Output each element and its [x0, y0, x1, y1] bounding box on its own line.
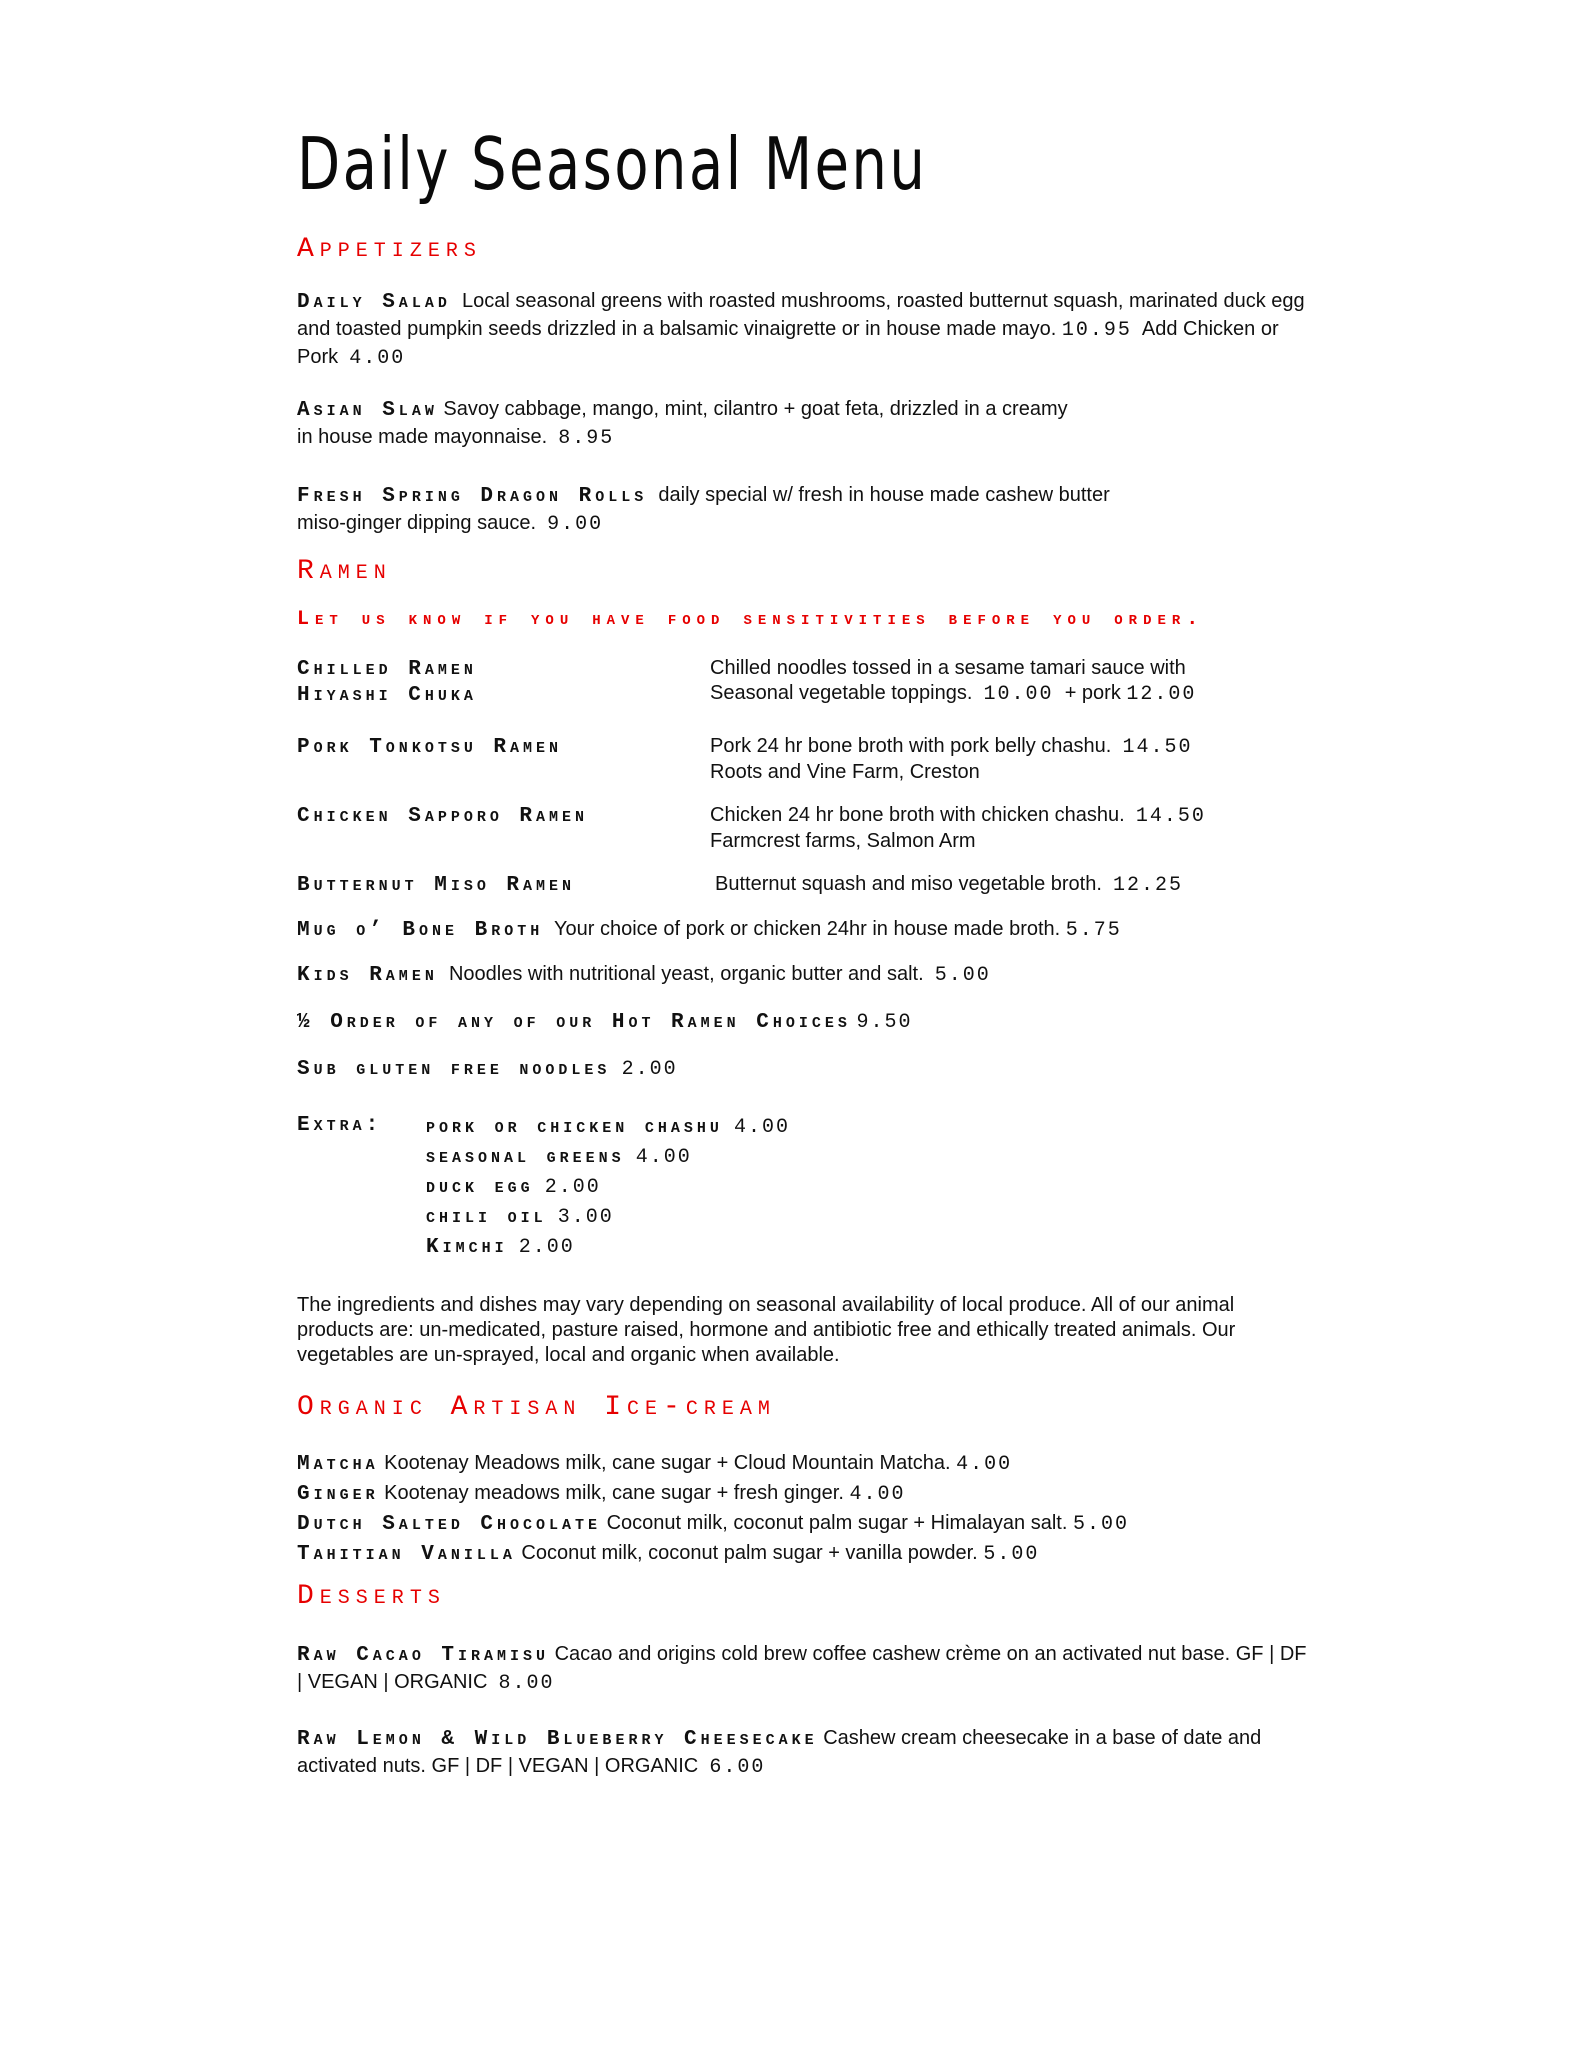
item-desc: Local seasonal greens with roasted mushrooms, roasted butternut squash, marinated duck egg and toasted pumpkin seeds drizzled in a balsamic vinaigrette or in house made mayo. — [297, 290, 1305, 340]
menu-item-daily-salad — [297, 288, 1307, 372]
item-desc: Chicken 24 hr bone broth with chicken chashu. — [710, 804, 1125, 826]
icecream-list — [297, 1449, 1307, 1569]
allergy-note: Let us know if you have food sensitivities before you order. — [297, 608, 1205, 631]
extra-item: seasonal greens 4.00 — [426, 1146, 692, 1169]
item-price: 2.00 — [621, 1058, 678, 1081]
item-price: 10.00 — [983, 683, 1054, 706]
menu-item-spring-rolls — [297, 482, 1307, 538]
item-addon-price: 4.00 — [349, 347, 406, 370]
icecream-item: Dutch Salted Chocolate Coconut milk, coconut palm sugar + Himalayan salt. 5.00 — [297, 1512, 1129, 1536]
item-desc: Cacao and origins cold brew coffee cashew crème on an activated nut base. GF | DF | VEGAN | ORGANIC — [297, 1643, 1307, 1693]
item-desc-cont: Seasonal vegetable toppings. — [710, 682, 973, 704]
menu-item-kids-ramen — [297, 961, 1307, 989]
icecream-item: Matcha Kootenay Meadows milk, cane sugar + Cloud Mountain Matcha. 4.00 — [297, 1452, 1013, 1476]
item-price: 5.00 — [934, 964, 991, 987]
section-icecream: Organic Artisan Ice-cream — [297, 1392, 776, 1423]
item-name: Butternut Miso Ramen — [297, 874, 576, 897]
page-title: Daily Seasonal Menu — [297, 122, 928, 206]
icecream-item: Ginger Kootenay meadows milk, cane sugar + fresh ginger. 4.00 — [297, 1482, 906, 1506]
item-price: 5.75 — [1065, 919, 1122, 942]
item-origin: Farmcrest farms, Salmon Arm — [710, 830, 976, 852]
item-desc: daily special w/ fresh in house made cashew butter — [658, 484, 1110, 506]
item-name: Raw Cacao Tiramisu — [297, 1644, 550, 1667]
item-name: Sub gluten free noodles — [297, 1058, 611, 1081]
item-desc: Chilled noodles tossed in a sesame tamari sauce with — [710, 657, 1186, 679]
menu-item-asian-slaw — [297, 396, 1307, 452]
item-price: 6.00 — [709, 1756, 766, 1779]
item-addon: + pork — [1064, 682, 1121, 704]
extra-item: chili oil 3.00 — [426, 1206, 614, 1229]
item-name: Chilled Ramen — [297, 658, 477, 681]
item-name: Asian Slaw — [297, 399, 438, 422]
menu-item-bone-broth — [297, 916, 1307, 944]
item-name: Fresh Spring Dragon Rolls — [297, 485, 648, 508]
sourcing-note: The ingredients and dishes may vary depending on seasonal availability of local produce. All of our animal products are: un-medicated, pasture raised, hormone and antibiotic free and ethically treated animals. Our vegetables are un-sprayed, local and organic when available. — [297, 1294, 1236, 1366]
item-desc: Cashew cream cheesecake in a base of date and activated nuts. GF | DF | VEGAN | ORGANIC — [297, 1727, 1262, 1777]
item-price: 9.00 — [547, 513, 604, 536]
extra-item: Kimchi 2.00 — [426, 1236, 575, 1259]
menu-item-tiramisu — [297, 1641, 1307, 1697]
item-origin: Roots and Vine Farm, Creston — [710, 761, 980, 783]
menu-item-cheesecake — [297, 1725, 1307, 1781]
item-name: Chicken Sapporo Ramen — [297, 805, 589, 828]
section-ramen: Ramen — [297, 556, 392, 587]
section-desserts: Desserts — [297, 1581, 446, 1612]
menu-item-gluten-free — [297, 1055, 1307, 1083]
item-price: 14.50 — [1135, 805, 1206, 828]
extras-label: Extra: — [297, 1114, 383, 1137]
item-price: 8.00 — [498, 1672, 555, 1695]
item-name: Raw Lemon & Wild Blueberry Cheesecake — [297, 1728, 818, 1751]
extra-item: pork or chicken chashu 4.00 — [426, 1116, 790, 1139]
item-name: Mug o’ Bone Broth — [297, 919, 544, 942]
item-price: 14.50 — [1122, 736, 1193, 759]
item-name: ½ Order of any of our Hot Ramen Choices — [297, 1011, 851, 1034]
section-appetizers: Appetizers — [297, 234, 482, 265]
item-desc-cont: miso-ginger dipping sauce. — [297, 512, 537, 534]
item-name: Kids Ramen — [297, 964, 438, 987]
item-addon-price: 12.00 — [1126, 683, 1197, 706]
item-price: 9.50 — [856, 1011, 913, 1034]
item-price: 12.25 — [1113, 874, 1184, 897]
item-desc-cont: in house made mayonnaise. — [297, 426, 548, 448]
item-desc: Your choice of pork or chicken 24hr in house made broth. — [554, 918, 1061, 940]
item-name: Daily Salad — [297, 291, 451, 314]
icecream-item: Tahitian Vanilla Coconut milk, coconut palm sugar + vanilla powder. 5.00 — [297, 1542, 1040, 1566]
item-name-alt: Hiyashi Chuka — [297, 684, 477, 707]
extra-item: duck egg 2.00 — [426, 1176, 601, 1199]
item-desc: Pork 24 hr bone broth with pork belly chashu. — [710, 735, 1112, 757]
item-price: 8.95 — [558, 427, 615, 450]
item-desc: Butternut squash and miso vegetable broth. — [715, 873, 1102, 895]
item-name: Pork Tonkotsu Ramen — [297, 736, 563, 759]
menu-item-half-order — [297, 1008, 1307, 1036]
item-price: 10.95 — [1061, 319, 1132, 342]
item-addon: Add Chicken or Pork — [297, 318, 1279, 368]
item-desc: Noodles with nutritional yeast, organic butter and salt. — [448, 963, 924, 985]
item-desc: Savoy cabbage, mango, mint, cilantro + goat feta, drizzled in a creamy — [443, 398, 1068, 420]
